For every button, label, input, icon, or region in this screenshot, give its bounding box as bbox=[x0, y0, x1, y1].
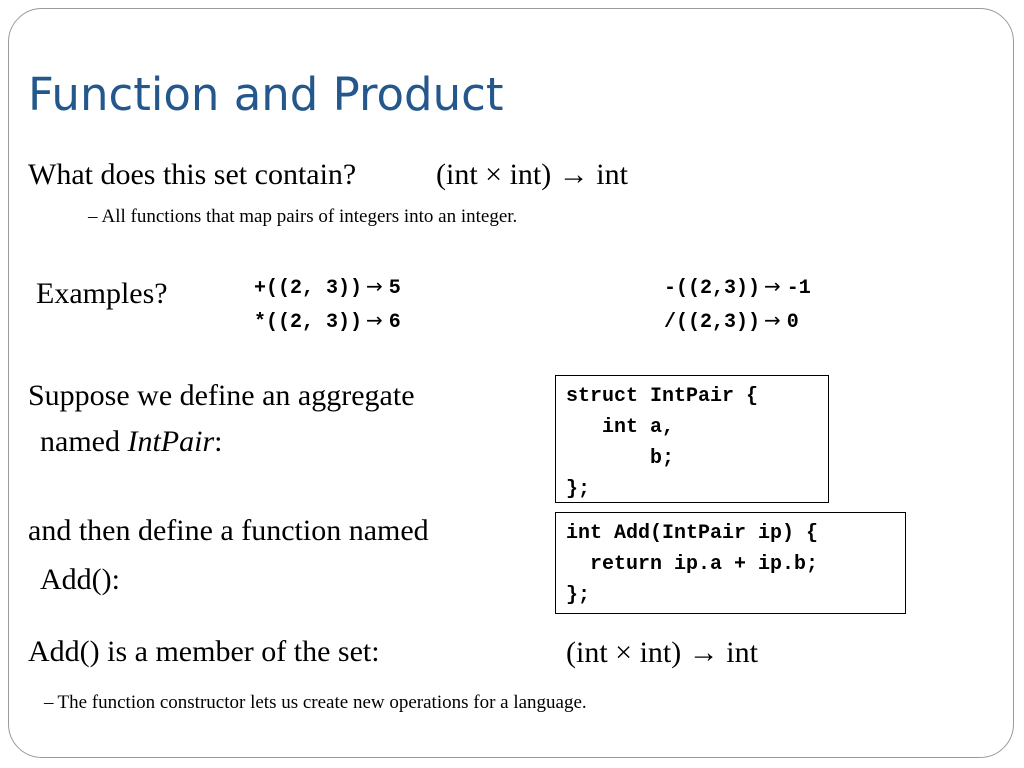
example-divide bbox=[664, 310, 799, 333]
struct-code: struct IntPair { int a, b; }; bbox=[566, 385, 759, 501]
slide-title: Function and Product bbox=[28, 68, 504, 121]
arrow-icon: → bbox=[764, 274, 781, 298]
final-bullet-text: The function constructor lets us create new operations for a language. bbox=[57, 692, 587, 713]
question-bullet-text: All functions that map pairs of integers into an integer. bbox=[101, 206, 518, 227]
question-text: What does this set contain? bbox=[28, 158, 357, 191]
function-code-box bbox=[555, 512, 906, 614]
member-text: Add() is a member of the set: bbox=[28, 635, 380, 668]
aggregate-name: IntPair bbox=[127, 425, 215, 458]
function-line-2: Add(): bbox=[40, 563, 120, 596]
example-expression: /((2,3)) bbox=[664, 311, 761, 334]
question-type-expression: (int × int) → int bbox=[436, 158, 628, 191]
question-bullet bbox=[88, 207, 517, 226]
aggregate-line-1: Suppose we define an aggregate bbox=[28, 379, 415, 412]
final-bullet bbox=[44, 693, 587, 712]
example-expression: -((2,3)) bbox=[664, 277, 761, 300]
example-expression: *((2, 3)) bbox=[254, 311, 363, 334]
bullet-dash: – bbox=[44, 692, 54, 713]
arrow-icon: → bbox=[366, 308, 383, 332]
example-add bbox=[254, 276, 401, 299]
example-result: 6 bbox=[388, 311, 401, 334]
example-result: -1 bbox=[786, 277, 811, 300]
example-multiply bbox=[254, 310, 401, 333]
arrow-icon: → bbox=[366, 274, 383, 298]
example-result: 5 bbox=[388, 277, 401, 300]
aggregate-prefix: named bbox=[40, 425, 128, 458]
bullet-dash: – bbox=[88, 206, 98, 227]
function-line-1: and then define a function named bbox=[28, 514, 429, 547]
member-type-expression: (int × int) → int bbox=[566, 636, 758, 669]
aggregate-suffix: : bbox=[214, 425, 223, 458]
example-expression: +((2, 3)) bbox=[254, 277, 363, 300]
arrow-icon: → bbox=[764, 308, 781, 332]
function-code: int Add(IntPair ip) { return ip.a + ip.b; }; bbox=[566, 522, 819, 607]
struct-code-box bbox=[555, 375, 829, 503]
example-result: 0 bbox=[786, 311, 799, 334]
aggregate-line-2 bbox=[40, 427, 222, 457]
example-subtract bbox=[664, 276, 811, 299]
examples-label: Examples? bbox=[36, 277, 168, 310]
